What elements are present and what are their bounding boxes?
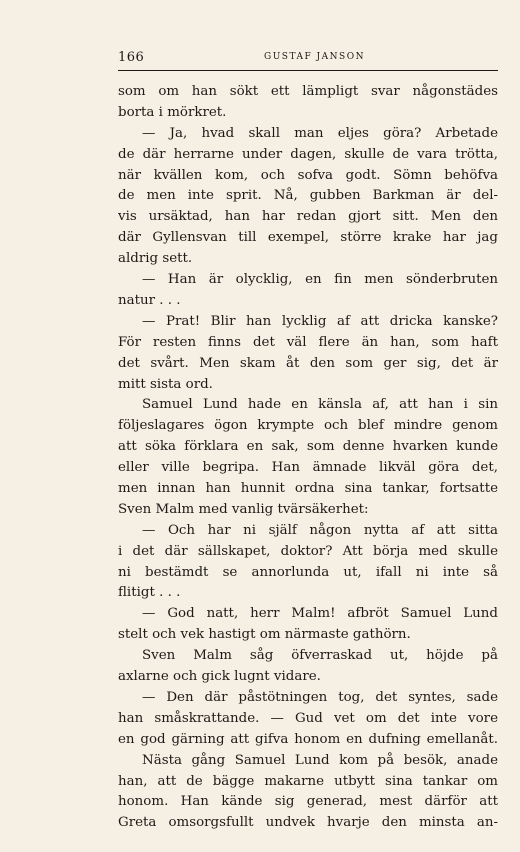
- text-line: mitt sista ord.: [118, 376, 213, 392]
- text-line: — God natt, herr Malm! afbröt Samuel Lund: [142, 606, 498, 622]
- text-line: — Prat! Blir han lycklig af att dricka kanske?: [142, 313, 498, 329]
- text-line: Nästa gång Samuel Lund kom på besök, anade: [142, 752, 498, 768]
- text-line: följeslagares ögon krympte och blef mindre genom: [118, 418, 498, 434]
- text-line: aldrig sett.: [118, 251, 193, 267]
- text-line: när kvällen kom, och sofva godt. Sömn behöfva: [118, 167, 498, 183]
- text-line: där Gyllensvan till exempel, större krake har jag: [118, 230, 498, 246]
- text-line: — Ja, hvad skall man eljes göra? Arbetade: [142, 125, 498, 141]
- text-line: vis ursäktad, han har redan gjort sitt. Men den: [118, 209, 498, 225]
- text-line: natur . . .: [118, 292, 181, 308]
- text-line: För resten finns det väl flere än han, som haft: [118, 334, 498, 350]
- text-line: en god gärning att gifva honom en dufning emellanåt.: [118, 731, 498, 747]
- text-line: att söka förklara en sak, som denne hvarken kunde: [118, 439, 498, 455]
- text-line: borta i mörkret.: [118, 104, 227, 120]
- text-line: som om han sökt ett lämpligt svar någonstädes: [118, 84, 498, 99]
- text-line: stelt och vek hastigt om närmaste gathörn.: [118, 627, 411, 643]
- text-line: ni bestämdt se annorlunda ut, ifall ni inte så: [118, 564, 498, 580]
- text-line: eller ville begripa. Han ämnade likväl göra det,: [118, 460, 498, 476]
- text-line: Greta omsorgsfullt undvek hvarje den minsta an-: [118, 815, 498, 831]
- text-line: de men inte sprit. Nå, gubben Barkman är del-: [118, 188, 498, 204]
- text-line: — Han är olycklig, en fin men sönderbruten: [142, 272, 498, 288]
- running-head: GUSTAF JANSON: [264, 52, 365, 62]
- header-rule: [118, 70, 498, 71]
- text-line: flitigt . . .: [118, 585, 181, 601]
- text-line: i det där sällskapet, doktor? Att börja med skulle: [118, 543, 498, 559]
- text-line: Sven Malm såg öfverraskad ut, höjde på: [142, 648, 498, 664]
- body-text: [118, 82, 498, 834]
- text-line: han, att de bägge makarne utbytt sina tankar om: [118, 773, 498, 789]
- text-line: de där herrarne under dagen, skulle de vara trötta,: [118, 146, 498, 162]
- text-line: — Och har ni själf någon nytta af att sitta: [142, 522, 498, 538]
- text-line: han småskrattande. — Gud vet om det inte vore: [118, 710, 498, 726]
- text-line: — Den där påstötningen tog, det syntes, sade: [142, 689, 498, 705]
- text-line: axlarne och gick lugnt vidare.: [118, 669, 321, 685]
- page-header: [118, 50, 498, 66]
- text-line: men innan han hunnit ordna sina tankar, fortsatte: [118, 480, 498, 496]
- text-line: det svårt. Men skam åt den som ger sig, det är: [118, 355, 498, 371]
- page-number: 166: [118, 50, 145, 65]
- text-line: Samuel Lund hade en känsla af, att han i sin: [142, 397, 498, 413]
- text-line: Sven Malm med vanlig tvärsäkerhet:: [118, 501, 369, 517]
- text-line: honom. Han kände sig generad, mest därför att: [118, 794, 498, 810]
